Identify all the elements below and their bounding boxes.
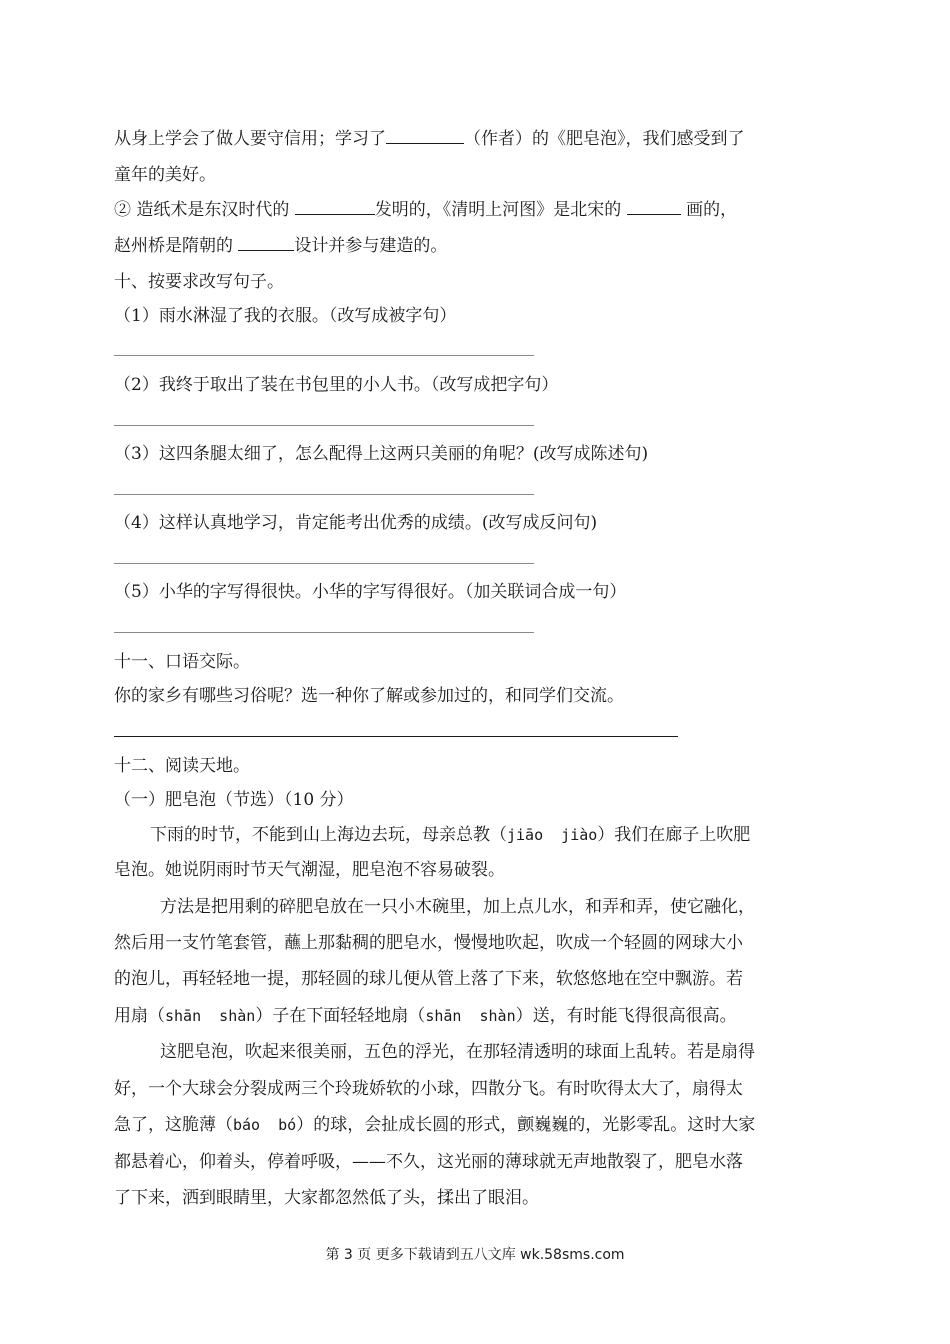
rewrite-question-1: （1）雨水淋湿了我的衣服。（改写成被字句） xyxy=(114,306,457,326)
answer-line-2[interactable] xyxy=(114,425,534,426)
text: 赵州桥是隋朝的 xyxy=(114,236,233,256)
passage-p3-line3 xyxy=(114,1113,755,1137)
text: 从身上学会了做人要守信用；学习了 xyxy=(114,129,386,149)
text: 急了，这脆薄（ xyxy=(114,1115,233,1135)
answer-line-5[interactable] xyxy=(114,632,534,633)
pinyin: jiāo jiào xyxy=(507,826,598,844)
pinyin: shān shàn xyxy=(165,1007,256,1025)
passage-p2-line2: 然后用一支竹笔套管，蘸上那黏稠的肥皂水，慢慢地吹起，吹成一个轻圆的网球大小 xyxy=(114,933,743,953)
fill-blank-line-1 xyxy=(114,127,745,151)
text: ② 造纸术是东汉时代的 xyxy=(114,200,290,220)
passage-p1-line1 xyxy=(150,823,750,847)
answer-line-oral[interactable] xyxy=(114,736,678,737)
section-12-title: 十二、阅读天地。 xyxy=(114,756,250,776)
text: 发明的，《清明上河图》是北宋的 xyxy=(374,200,622,220)
answer-line-4[interactable] xyxy=(114,563,534,564)
passage-p1-line2: 皂泡。她说阴雨时节天气潮湿，肥皂泡不容易破裂。 xyxy=(114,860,505,880)
answer-line-1[interactable] xyxy=(114,355,534,356)
pinyin: báo bó xyxy=(233,1116,297,1134)
blank-painter[interactable] xyxy=(627,198,681,215)
blank-inventor[interactable] xyxy=(295,198,375,215)
pinyin: shān shàn xyxy=(425,1007,516,1025)
blank-designer[interactable] xyxy=(238,234,294,251)
passage-p3-line4: 都悬着心，仰着头，停着呼吸，——不久，这光丽的薄球就无声地散裂了，肥皂水落 xyxy=(114,1152,743,1172)
text: ）子在下面轻轻地扇（ xyxy=(255,1006,426,1026)
text: 用扇（ xyxy=(114,1006,165,1026)
passage-p3-line5: 了下来，洒到眼睛里，大家都忽然低了头，揉出了眼泪。 xyxy=(114,1188,539,1208)
fill-blank-line-2 xyxy=(114,163,216,187)
passage-p3-line2: 好，一个大球会分裂成两三个玲珑娇软的小球，四散分飞。有时吹得太大了，扇得太 xyxy=(114,1079,743,1099)
fill-blank-line-4 xyxy=(114,234,447,258)
blank-author[interactable] xyxy=(386,127,464,144)
passage-p2-line4 xyxy=(114,1004,737,1028)
section-10-title: 十、按要求改写句子。 xyxy=(114,272,284,292)
passage-subtitle: （一）肥皂泡（节选）（10 分） xyxy=(114,790,354,810)
text: 设计并参与建造的。 xyxy=(294,236,448,256)
fill-blank-line-3 xyxy=(114,198,737,222)
text: 画的， xyxy=(686,200,738,220)
section-11-title: 十一、口语交际。 xyxy=(114,652,250,672)
rewrite-question-2: （2）我终于取出了装在书包里的小人书。（改写成把字句） xyxy=(114,375,559,395)
text: ）我们在廊子上吹肥 xyxy=(597,825,751,845)
oral-question: 你的家乡有哪些习俗呢？选一种你了解或参加过的，和同学们交流。 xyxy=(114,686,624,706)
rewrite-question-5: （5）小华的字写得很快。小华的字写得很好。（加关联词合成一句） xyxy=(114,582,627,602)
passage-p2-line1: 方法是把用剩的碎肥皂放在一只小木碗里，加上点儿水，和弄和弄，使它融化， xyxy=(160,897,755,917)
rewrite-question-3: （3）这四条腿太细了，怎么配得上这两只美丽的角呢？(改写成陈述句) xyxy=(114,444,649,464)
text: （作者）的《肥皂泡》，我们感受到了 xyxy=(464,129,745,149)
text: ）的球，会扯成长圆的形式，颤巍巍的，光影零乱。这时大家 xyxy=(296,1115,756,1135)
text: 下雨的时节，不能到山上海边去玩，母亲总教（ xyxy=(150,825,507,845)
text: ）送，有时能飞得很高很高。 xyxy=(515,1006,737,1026)
passage-p3-line1: 这肥皂泡，吹起来很美丽，五色的浮光，在那轻清透明的球面上乱转。若是扇得 xyxy=(160,1042,755,1062)
page-footer: 第 3 页 更多下载请到五八文库 wk.58sms.com xyxy=(325,1247,625,1263)
text: 童年的美好。 xyxy=(114,165,216,185)
passage-p2-line3: 的泡儿，再轻轻地一提，那轻圆的球儿便从管上落了下来，软悠悠地在空中飘游。若 xyxy=(114,969,743,989)
rewrite-question-4: （4）这样认真地学习，肯定能考出优秀的成绩。(改写成反问句) xyxy=(114,513,598,533)
answer-line-3[interactable] xyxy=(114,494,534,495)
